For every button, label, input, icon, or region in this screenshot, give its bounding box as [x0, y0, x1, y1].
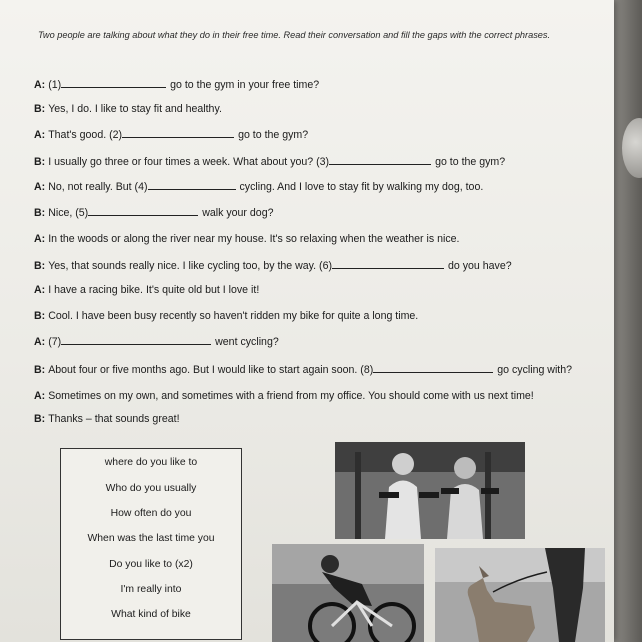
desk-background [612, 0, 642, 642]
speaker: B: [34, 207, 46, 219]
line-text-before-gap: About four or five months ago. But I would like to start again soon. (8) [48, 364, 374, 376]
gap-7[interactable] [61, 335, 211, 345]
instructions: Two people are talking about what they do in their free time. Read their conversation and fill the gaps with the correct phrases. [38, 30, 551, 40]
dialogue-line-11 [34, 335, 279, 348]
phrase-6: I'm really into [120, 584, 182, 595]
dialogue-line-14 [34, 413, 180, 425]
line-text-after-gap: go to the gym in your free time? [170, 79, 320, 91]
dialogue-line-3 [34, 128, 308, 141]
line-text: Thanks – that sounds great! [48, 413, 180, 425]
phrase-5: Do you like to (x2) [109, 559, 193, 570]
line-text-after-gap: do you have? [448, 260, 512, 272]
gap-2[interactable] [122, 128, 234, 138]
line-text: In the woods or along the river near my house. It's so relaxing when the weather is nice. [48, 233, 460, 245]
speaker: A: [34, 390, 46, 402]
line-text-before-gap: That's good. (2) [48, 129, 123, 141]
gap-5[interactable] [88, 206, 198, 216]
speaker: A: [34, 79, 46, 91]
dialogue-line-5 [34, 180, 483, 193]
dog-walking-photo [435, 548, 605, 642]
speaker: A: [34, 181, 46, 193]
gap-3[interactable] [329, 155, 431, 165]
line-text-after-gap: went cycling? [215, 336, 279, 348]
line-text-after-gap: go cycling with? [497, 364, 573, 376]
line-text-before-gap: No, not really. But (4) [48, 181, 148, 193]
gap-1[interactable] [61, 78, 166, 88]
dialogue-line-4 [34, 155, 505, 168]
dialogue-line-12 [34, 363, 572, 376]
line-text-after-gap: walk your dog? [202, 207, 274, 219]
line-text-before-gap: Yes, that sounds really nice. I like cycling too, by the way. (6) [48, 260, 333, 272]
line-text-after-gap: cycling. And I love to stay fit by walking my dog, too. [239, 181, 484, 193]
dialogue-line-9 [34, 284, 259, 296]
line-text-before-gap: Nice, (5) [48, 207, 89, 219]
phrase-1: where do you like to [104, 457, 198, 468]
gap-6[interactable] [332, 259, 444, 269]
cyclist-photo [272, 544, 424, 642]
speaker: B: [34, 156, 46, 168]
speaker: B: [34, 260, 46, 272]
speaker: A: [34, 284, 46, 296]
phrase-box [60, 448, 242, 640]
line-text-after-gap: go to the gym? [435, 156, 506, 168]
dialogue-line-2 [34, 103, 222, 115]
speaker: A: [34, 233, 46, 245]
dialogue-line-1 [34, 78, 319, 91]
gym-photo [335, 442, 525, 539]
phrase-4: When was the last time you [87, 533, 215, 544]
gap-4[interactable] [148, 180, 236, 190]
line-text: Yes, I do. I like to stay fit and healthy. [48, 103, 222, 115]
line-text-before-gap: (7) [48, 336, 62, 348]
speaker: B: [34, 310, 46, 322]
phrase-3: How often do you [110, 508, 192, 519]
line-text: I have a racing bike. It's quite old but I love it! [48, 284, 260, 296]
line-text-before-gap: I usually go three or four times a week. What about you? (3) [48, 156, 330, 168]
speaker: B: [34, 413, 46, 425]
dialogue-line-6 [34, 206, 273, 219]
line-text-before-gap: (1) [48, 79, 62, 91]
speaker: A: [34, 336, 46, 348]
dialogue-line-8 [34, 259, 512, 272]
dialogue-line-7 [34, 233, 459, 245]
line-text: Cool. I have been busy recently so haven't ridden my bike for quite a long time. [48, 310, 419, 322]
speaker: A: [34, 129, 46, 141]
speaker: B: [34, 103, 46, 115]
dialogue-line-13 [34, 390, 534, 402]
speaker: B: [34, 364, 46, 376]
phrase-2: Who do you usually [105, 483, 197, 494]
line-text: Sometimes on my own, and sometimes with a friend from my office. You should come with us next time! [48, 390, 534, 402]
line-text-after-gap: go to the gym? [238, 129, 309, 141]
dialogue-line-10 [34, 310, 418, 322]
gap-8[interactable] [373, 363, 493, 373]
phrase-7: What kind of bike [111, 609, 191, 620]
